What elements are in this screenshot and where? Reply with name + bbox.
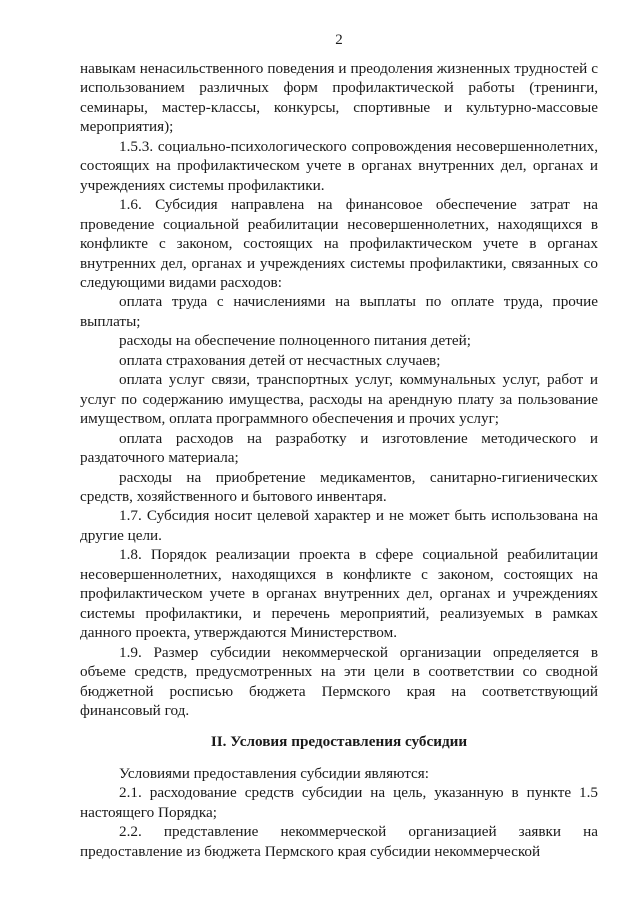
paragraph: оплата страхования детей от несчастных случаев; (119, 351, 441, 369)
paragraph: расходы на обеспечение полноценного питания детей; (119, 332, 471, 350)
paragraph: 1.7. Субсидия носит целевой характер и не может быть использована на другие цели. (80, 507, 598, 544)
document-body (80, 59, 598, 861)
paragraph: расходы на приобретение медикаментов, санитарно-гигиенических средств, хозяйственного и бытового инвентаря. (80, 468, 598, 505)
paragraph: 1.6. Субсидия направлена на финансовое обеспечение затрат на проведение социальной реабилитации несовершеннолетних, находящихся в конфликте с законом, состоящих на профилактическом учете в органах внутренних дел, органах и учреждениях системы профилактики, связанных со следующими видами расходов: (80, 196, 598, 291)
page-number: 2 (335, 32, 343, 48)
paragraph: 1.8. Порядок реализации проекта в сфере социальной реабилитации несовершеннолетних, находящихся в конфликте с законом, состоящих на профилактическом учете в органах внутренних дел, органах и учреждениях системы профилактики, и перечень мероприятий, реализуемых в рамках данного проекта, утверждаются Министерством. (80, 546, 598, 642)
paragraph: оплата труда с начислениями на выплаты по оплате труда, прочие выплаты; (80, 293, 598, 330)
paragraph: оплата услуг связи, транспортных услуг, коммунальных услуг, работ и услуг по содержанию имущества, расходы на арендную плату за пользование имуществом, оплата программного обеспечения и прочих услуг; (80, 371, 598, 428)
paragraphs-before-heading (80, 59, 598, 720)
paragraph: оплата расходов на разработку и изготовление методического и раздаточного материала; (80, 429, 598, 467)
paragraphs-after-heading (80, 764, 598, 861)
paragraph: 2.1. расходование средств субсидии на цель, указанную в пункте 1.5 настоящего Порядка; (80, 784, 598, 821)
paragraph: 1.5.3. социально-психологического сопровождения несовершеннолетних, состоящих на профилактическом учете в органах внутренних дел, органах и учреждениях системы профилактики. (80, 137, 598, 194)
paragraph: Условиями предоставления субсидии являются: (119, 764, 429, 782)
paragraph: навыкам ненасильственного поведения и преодоления жизненных трудностей с использованием различных форм профилактической работы (тренинги, семинары, мастер-классы, конкурсы, спортивные и культурно-массовые мероприятия); (80, 60, 598, 136)
section-heading: II. Условия предоставления субсидии (210, 733, 468, 751)
paragraph: 1.9. Размер субсидии некоммерческой организации определяется в объеме средств, предусмотренных на эти цели в соответствии со сводной бюджетной росписью бюджета Пермского края на соответствующий финансовый год. (80, 643, 598, 719)
paragraph: 2.2. представление некоммерческой организацией заявки на предоставление из бюджета Пермского края субсидии некоммерческой (80, 823, 598, 860)
